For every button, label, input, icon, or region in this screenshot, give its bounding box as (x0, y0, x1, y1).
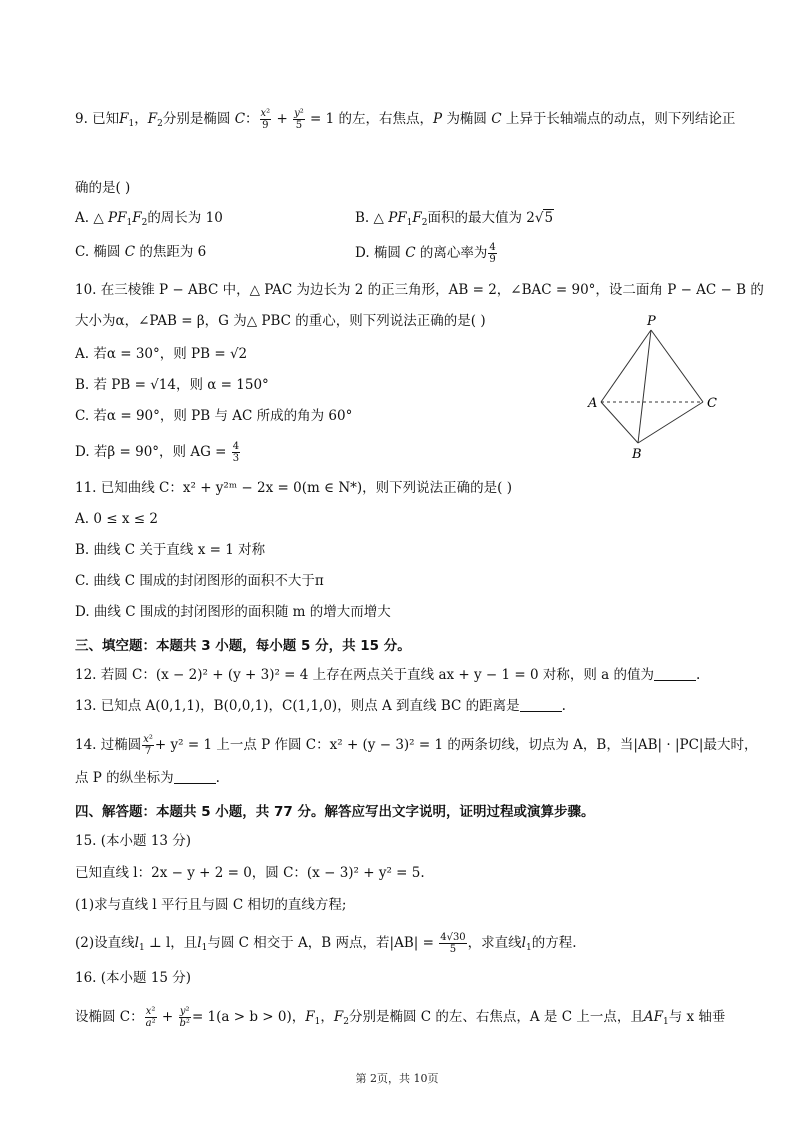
q9-text: 上异于长轴端点的动点，则下列结论正 (505, 111, 736, 127)
q11-option-a: A. 0 ≤ x ≤ 2 (75, 511, 158, 527)
q9-text: C. 椭圆 (75, 244, 121, 260)
section-4-heading: 四、解答题：本题共 5 小题，共 77 分。解答应写出文字说明，证明过程或演算步骤。 (75, 804, 595, 820)
edge-PB (638, 330, 651, 443)
q16-text: 与 x 轴垂 (668, 1009, 726, 1025)
tetrahedron-figure (585, 310, 735, 460)
answer-blank (174, 771, 216, 784)
answer-blank (520, 699, 562, 712)
q10-stem-line1: 10. 在三棱锥 P − ABC 中，△ PAC 为边长为 2 的正三角形，AB = 2，∠BAC = 90°，设二面角 P − AC − B 的 (75, 282, 764, 298)
q9-text: 分别是椭圆 (162, 111, 231, 127)
q9-text: 的周长为 10 (147, 210, 223, 226)
q16-text: 分别是椭圆 C 的左、右焦点，A 是 C 上一点，且 (348, 1009, 644, 1025)
q9-text: A. △ (75, 210, 104, 226)
q9-text: 的焦距为 6 (139, 244, 207, 260)
label-B: B (632, 447, 642, 460)
q9-text: 的离心率为 (419, 245, 488, 261)
label-P: P (647, 314, 656, 329)
q9-stem-line1: 9. 已知$F_1$，$F_2$分别是椭圆 C： $\frac{\text{x²}}{9}$ + $\frac{\text{y²}}{5}$ = 1 的左，右焦点，P 为椭圆 C 上异于长轴端点的动点，则下列结论正 (75, 108, 736, 131)
q15-text: 与圆 C 相交于 A，B 两点，若|AB| = (207, 935, 434, 951)
q9-stem-line2: 确的是( ) (75, 180, 131, 196)
q9-text: 的左，右焦点， (338, 111, 434, 127)
q9-text: 为椭圆 (446, 111, 487, 127)
q10-text: D. 若β = 90°，则 AG = (75, 444, 227, 460)
q11-option-b: B. 曲线 C 关于直线 x = 1 对称 (75, 542, 266, 558)
q14-line2: 点 P 的纵坐标为 . (75, 770, 220, 786)
q14-line1: 14. 过椭圆 $\frac{\text{x²}}{7}$ + y² = 1 上一点 P 作圆 C：x² + (y − 3)² = 1 的两条切线，切点为 A，B，当|AB| · |PC|最大时， (75, 734, 758, 757)
edge-AB (601, 402, 638, 443)
q15-text: ⊥ l，且 (148, 935, 198, 951)
q11-stem: 11. 已知曲线 C：x² + y²ᵐ − 2x = 0(m ∈ N*)，则下列说法正确的是( ) (75, 480, 512, 496)
q10-stem-line2: 大小为α，∠PAB = β，G 为△ PBC 的重心，则下列说法正确的是( ) (75, 313, 486, 329)
label-A: A (588, 396, 598, 411)
q15-part2: (2)设直线$l_1$ ⊥ l，且$l_1$与圆 C 相交于 A，B 两点，若|AB| = $\frac{4√30}{5}$ ，求直线$l_1$的方程. (75, 932, 577, 955)
q15-text: 的方程. (531, 935, 577, 951)
q12: 12. 若圆 C：(x − 2)² + (y + 3)² = 4 上存在两点关于直线 ax + y − 1 = 0 对称，则 a 的值为 . (75, 667, 701, 683)
q9-option-c: C. 椭圆 C 的焦距为 6 (75, 244, 207, 260)
q15-given: 已知直线 l：2x − y + 2 = 0，圆 C：(x − 3)² + y² = 5. (75, 865, 425, 881)
q11-option-c: C. 曲线 C 围成的封闭图形的面积不大于π (75, 573, 324, 589)
q11-option-d: D. 曲线 C 围成的封闭图形的面积随 m 的增大而增大 (75, 604, 391, 620)
q10-option-c: C. 若α = 90°，则 PB 与 AC 所成的角为 60° (75, 408, 353, 424)
q15-title: 15. (本小题 13 分) (75, 833, 192, 849)
q14-text: 14. 过椭圆 (75, 737, 142, 753)
q16-text: 设椭圆 C： (75, 1009, 144, 1025)
q13-text: 13. 已知点 A(0,1,1)，B(0,0,1)，C(1,1,0)，则点 A 到直线 BC 的距离是 (75, 698, 520, 714)
q9-text: B. △ (355, 210, 384, 226)
q9-option-b: B. △ $PF_1F_2$面积的最大值为 2√5 (355, 210, 554, 228)
q9-option-a: A. △ $PF_1F_2$的周长为 10 (75, 210, 223, 228)
section-3-heading: 三、填空题：本题共 3 小题，每小题 5 分，共 15 分。 (75, 638, 411, 654)
label-C: C (707, 396, 717, 411)
q14-text: + y² = 1 上一点 P 作圆 C：x² + (y − 3)² = 1 的两条切线，切点为 A，B，当|AB| · |PC|最大时， (154, 737, 758, 753)
q10-option-d: D. 若β = 90°，则 AG = $\frac{4}{3}$ (75, 441, 240, 464)
q16-title: 16. (本小题 15 分) (75, 970, 192, 986)
q9-text: D. 椭圆 (355, 245, 401, 261)
edge-PC (651, 330, 703, 402)
q14-text: 点 P 的纵坐标为 (75, 770, 174, 786)
q10-option-a: A. 若α = 30°，则 PB = √2 (75, 346, 248, 362)
q9-text: 面积的最大值为 2 (427, 210, 535, 226)
q10-option-b: B. 若 PB = √14，则 α = 150° (75, 377, 269, 393)
q16-line1: 设椭圆 C： $\frac{\text{x²}}{\text{a²}}$ + $\frac{\text{y²}}{\text{b²}}$ = 1(a > b > 0)，$F_1$，$F_2$分别是椭圆 C 的左、右焦点，A 是 C 上一点，且$AF_1$与 x 轴垂 (75, 1006, 726, 1029)
q13: 13. 已知点 A(0,1,1)，B(0,0,1)，C(1,1,0)，则点 A 到直线 BC 的距离是 . (75, 698, 566, 714)
q15-part1: (1)求与直线 l 平行且与圆 C 相切的直线方程; (75, 897, 347, 913)
q12-text: 12. 若圆 C：(x − 2)² + (y + 3)² = 4 上存在两点关于直线 ax + y − 1 = 0 对称，则 a 的值为 (75, 667, 655, 683)
q15-text: ，求直线 (467, 935, 522, 951)
q9-option-d: D. 椭圆 C 的离心率为 $\frac{4}{9}$ (355, 242, 496, 265)
q9-text: 9. 已知 (75, 111, 120, 127)
answer-blank (654, 668, 696, 681)
edge-BC (638, 402, 703, 443)
page-footer: 第 2页，共 10页 (355, 1072, 439, 1085)
q15-text: (2)设直线 (75, 935, 135, 951)
q16-text: = 1(a > b > 0)， (191, 1009, 306, 1025)
